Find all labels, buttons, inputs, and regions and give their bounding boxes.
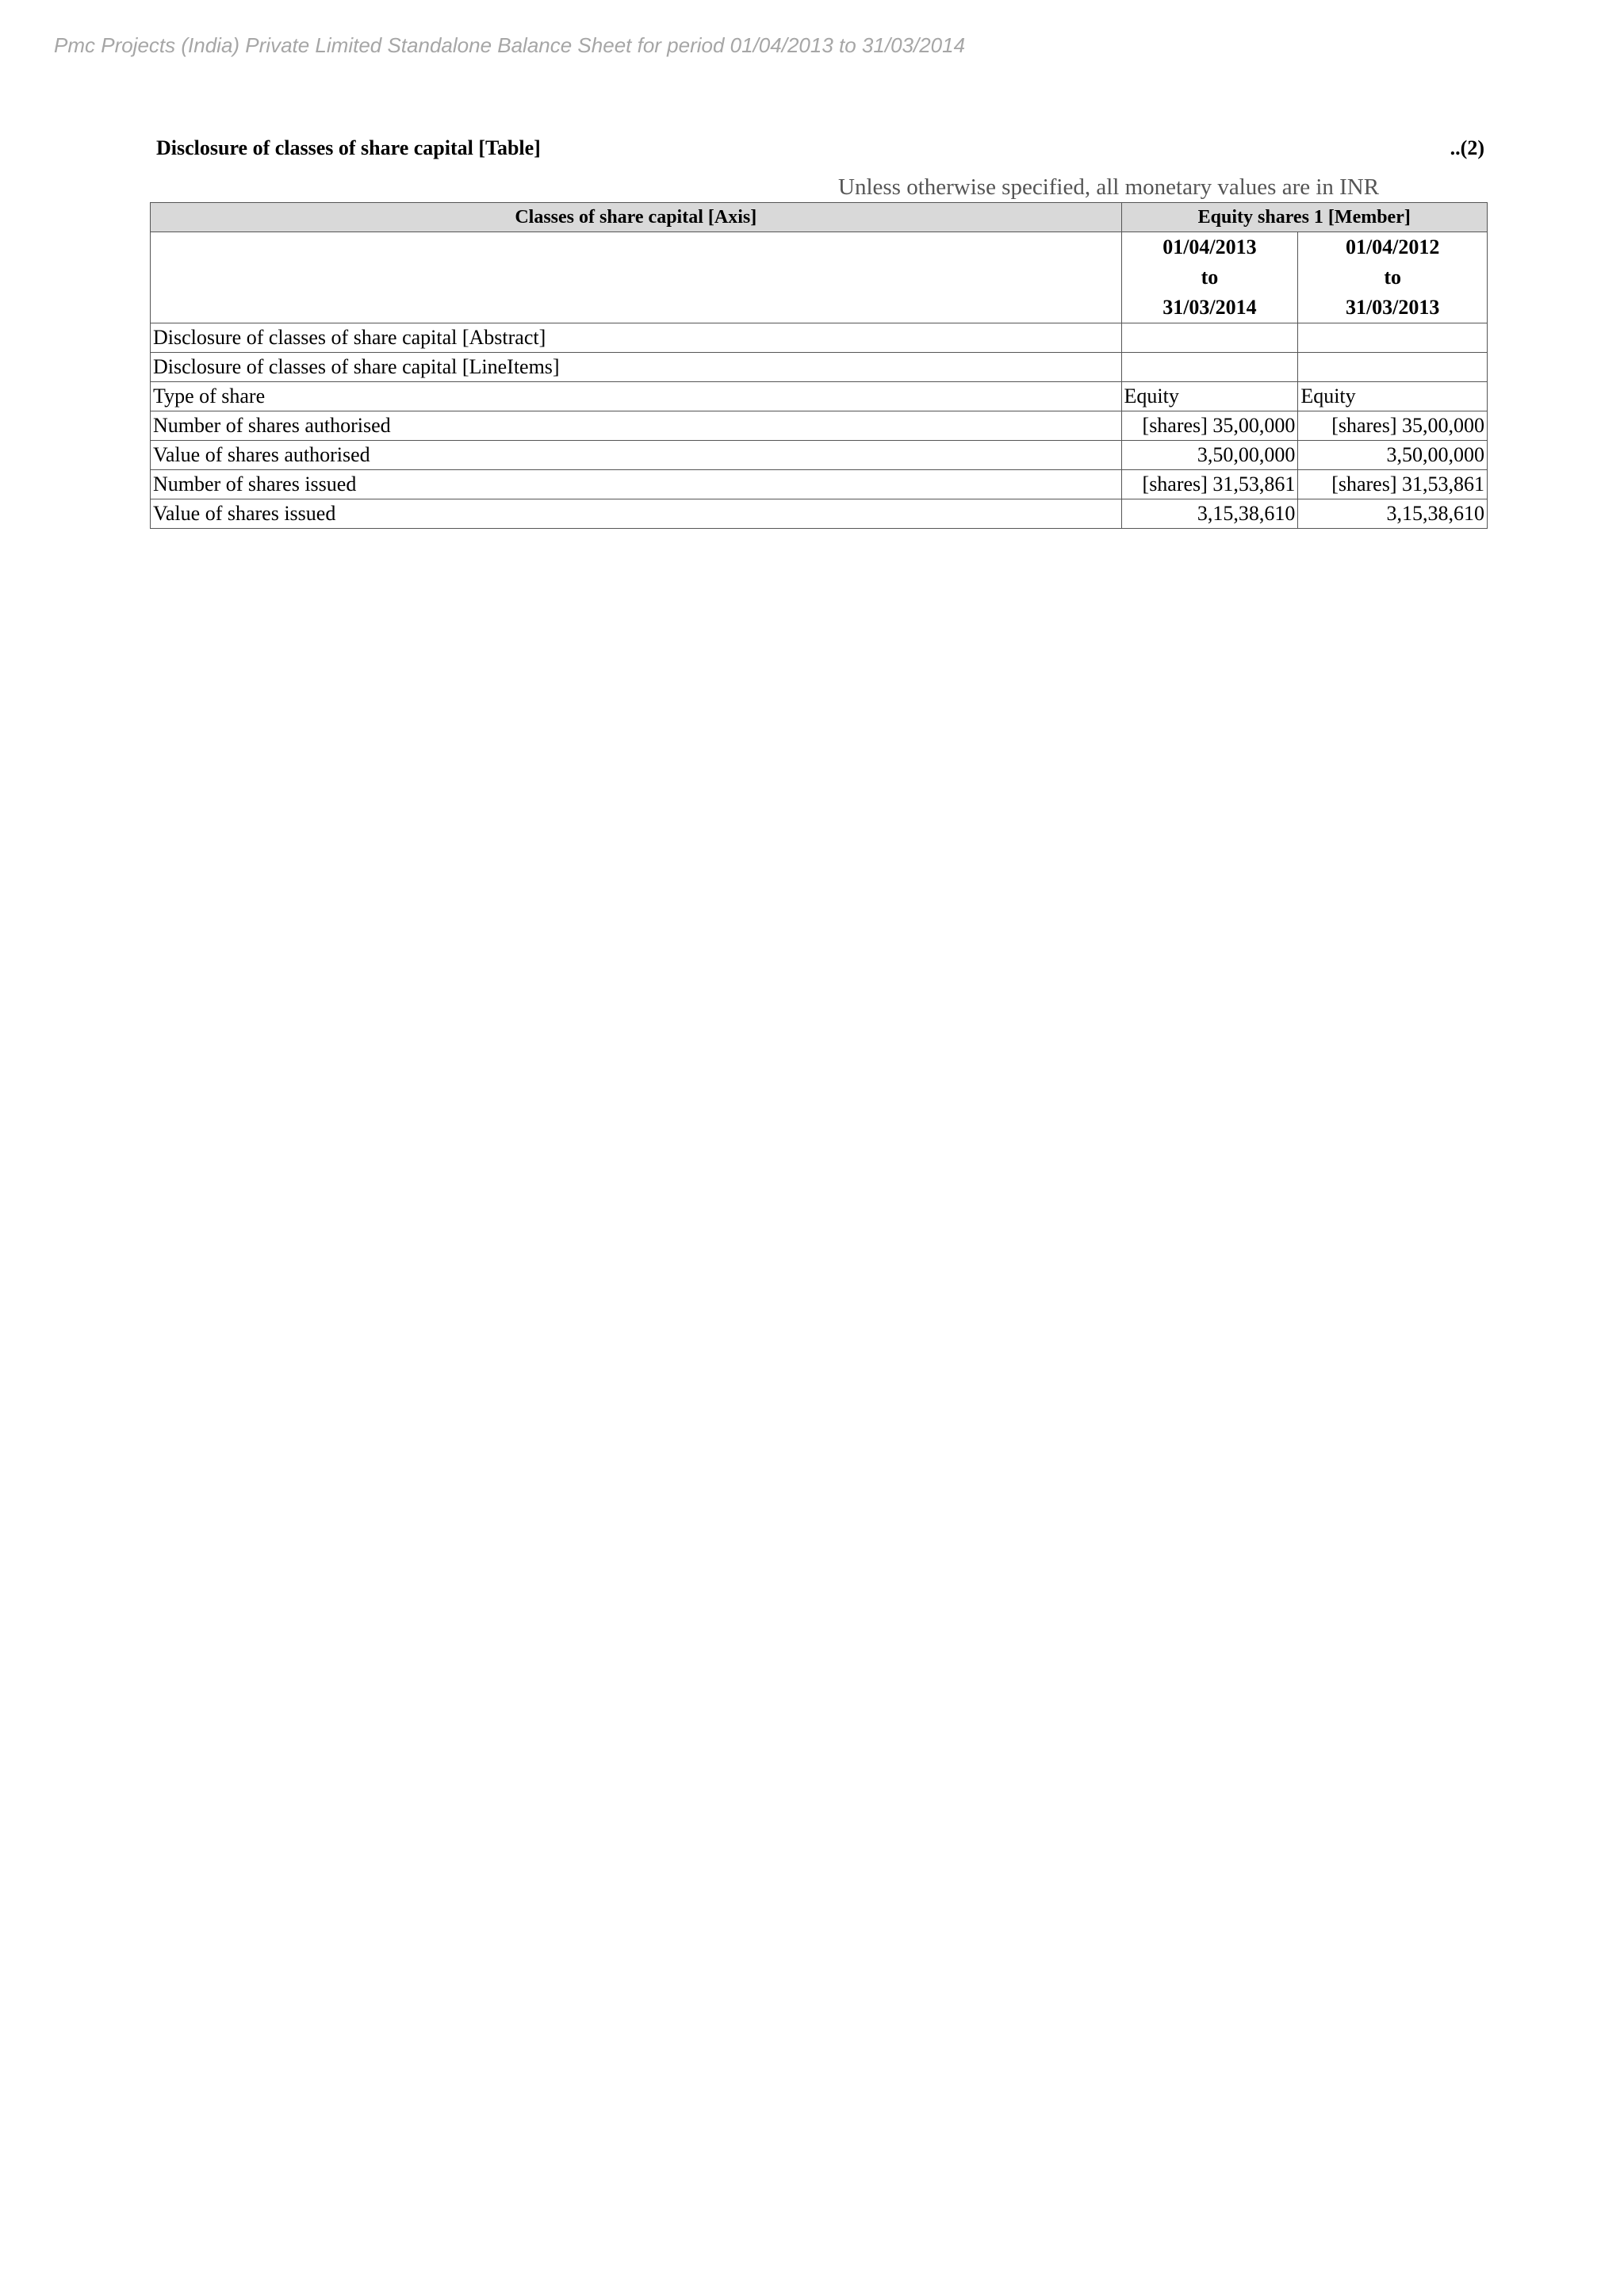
row-value-current: [shares] 31,53,861 (1121, 470, 1298, 499)
table-row (151, 353, 1488, 382)
period-current-to-word: to (1201, 266, 1219, 289)
table-row (151, 499, 1488, 529)
row-label: Disclosure of classes of share capital [Abstract] (151, 323, 1122, 353)
period-previous-to-word: to (1384, 266, 1401, 289)
page-header: Pmc Projects (India) Private Limited Standalone Balance Sheet for period 01/04/2013 to 31/03/2014 (54, 33, 966, 57)
table-row (151, 411, 1488, 441)
member-label: Equity shares 1 [Member] (1121, 203, 1487, 232)
period-current-from: 01/04/2013 (1162, 235, 1257, 258)
row-value-current: Equity (1121, 382, 1298, 411)
row-value-current: 3,50,00,000 (1121, 441, 1298, 470)
table-row (151, 441, 1488, 470)
table-row (151, 382, 1488, 411)
row-label: Disclosure of classes of share capital [LineItems] (151, 353, 1122, 382)
period-header-blank (151, 232, 1122, 323)
share-capital-table (150, 202, 1488, 529)
row-value-previous (1298, 353, 1488, 382)
currency-note: Unless otherwise specified, all monetary values are in INR (838, 174, 1380, 200)
row-value-previous: 3,50,00,000 (1298, 441, 1488, 470)
row-value-current (1121, 323, 1298, 353)
row-label: Number of shares issued (151, 470, 1122, 499)
row-value-previous (1298, 323, 1488, 353)
period-previous (1298, 232, 1488, 323)
row-value-previous: [shares] 31,53,861 (1298, 470, 1488, 499)
row-value-current (1121, 353, 1298, 382)
row-value-previous: Equity (1298, 382, 1488, 411)
table-row (151, 323, 1488, 353)
row-value-current: 3,15,38,610 (1121, 499, 1298, 529)
period-current (1121, 232, 1298, 323)
page-reference: ..(2) (1450, 136, 1484, 159)
row-value-previous: 3,15,38,610 (1298, 499, 1488, 529)
row-value-current: [shares] 35,00,000 (1121, 411, 1298, 441)
row-label: Value of shares authorised (151, 441, 1122, 470)
table-row (151, 470, 1488, 499)
period-previous-to: 31/03/2013 (1345, 296, 1440, 319)
axis-header-row (151, 203, 1488, 232)
axis-label: Classes of share capital [Axis] (151, 203, 1122, 232)
row-label: Value of shares issued (151, 499, 1122, 529)
period-header-row (151, 232, 1488, 323)
row-label: Number of shares authorised (151, 411, 1122, 441)
period-previous-from: 01/04/2012 (1345, 235, 1440, 258)
row-value-previous: [shares] 35,00,000 (1298, 411, 1488, 441)
row-label: Type of share (151, 382, 1122, 411)
table-title: Disclosure of classes of share capital [Table] (156, 136, 541, 159)
period-current-to: 31/03/2014 (1162, 296, 1257, 319)
